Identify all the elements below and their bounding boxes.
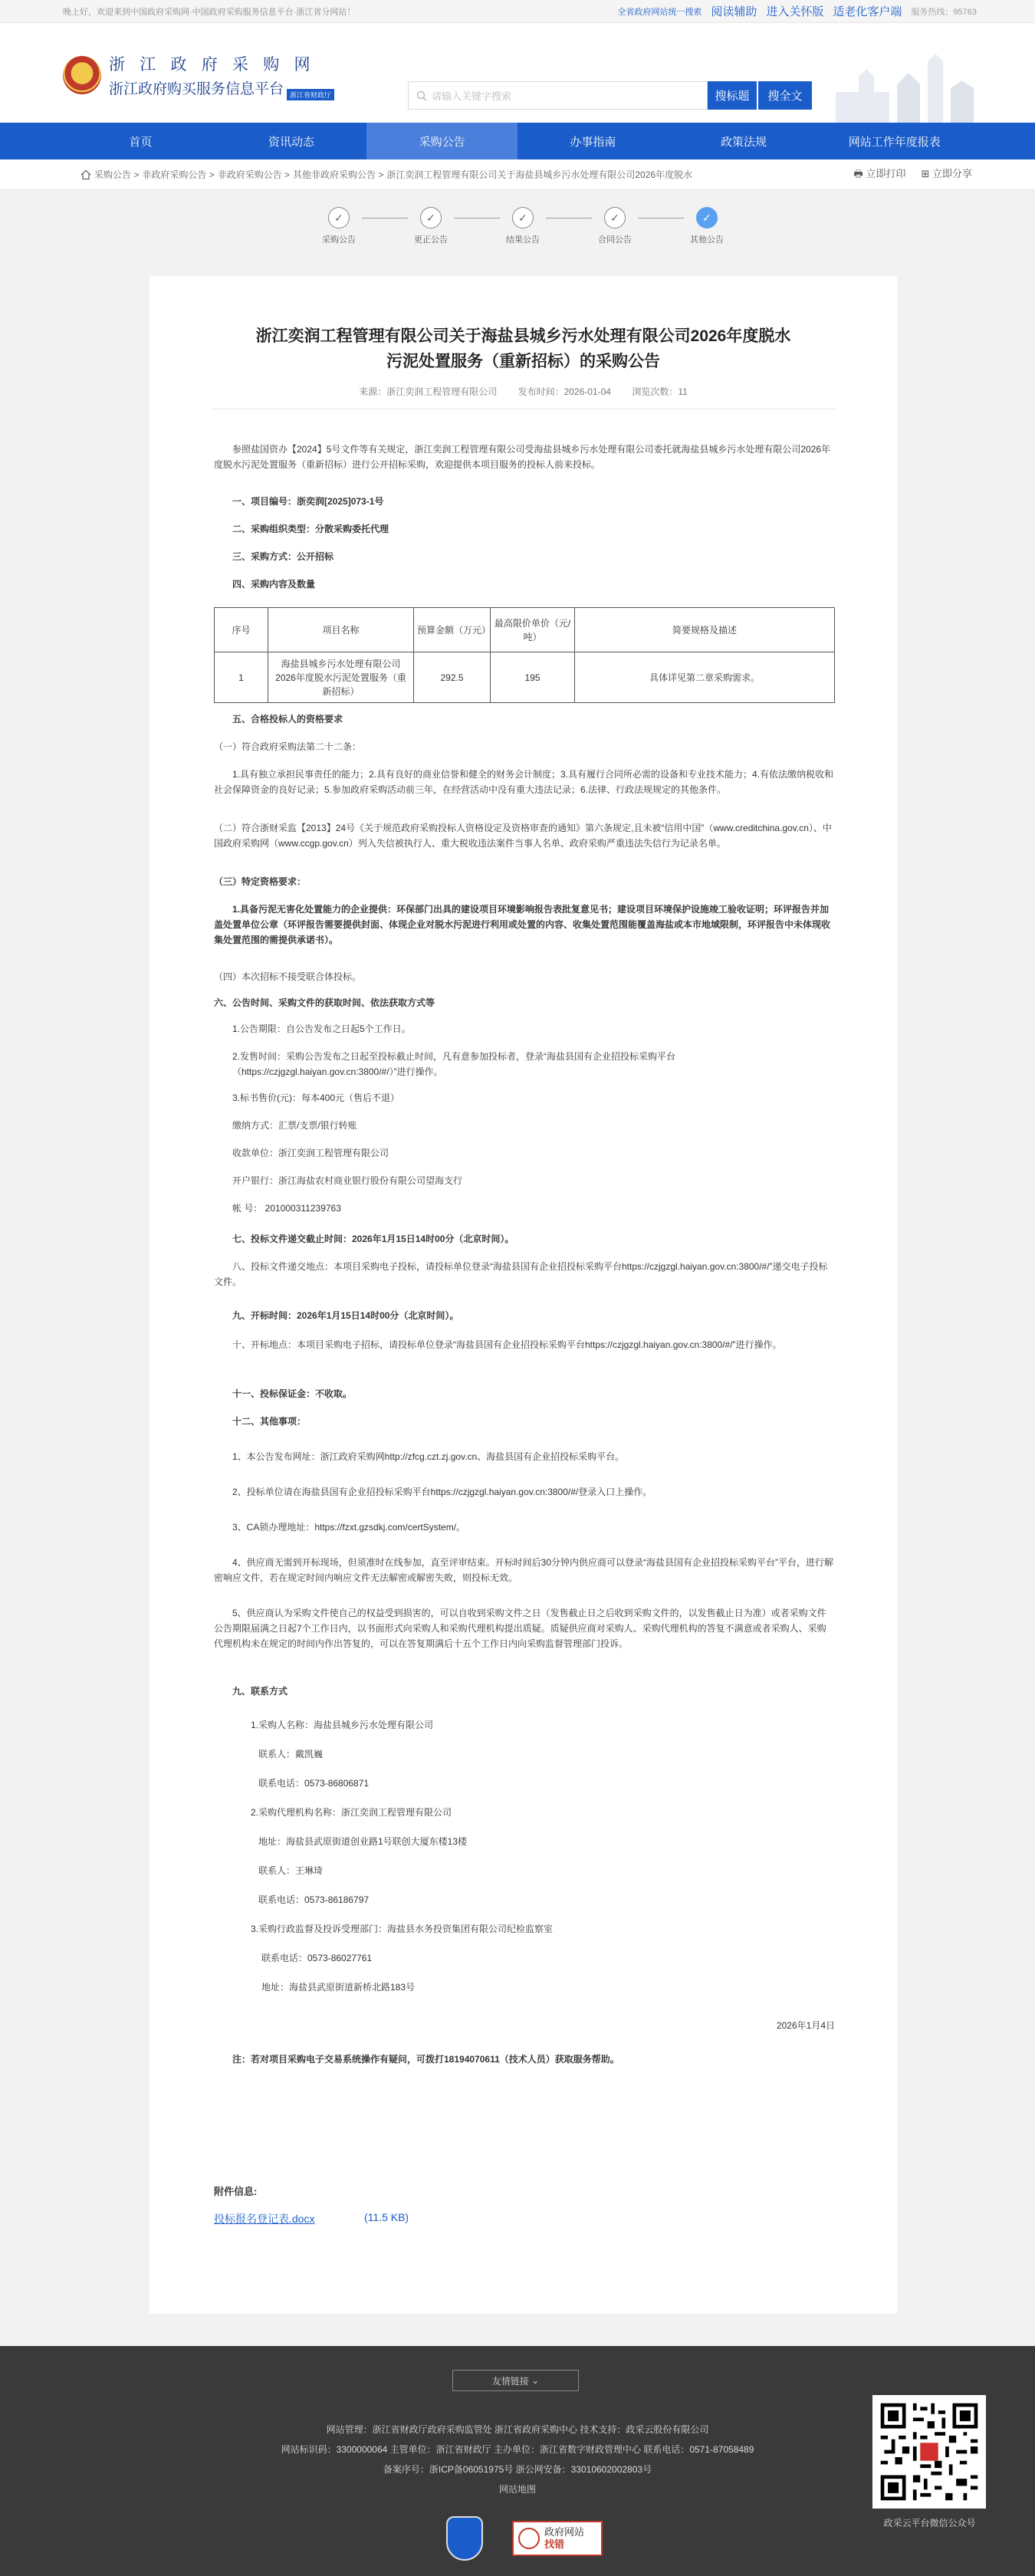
nav-guide[interactable]: 办事指南 — [570, 135, 616, 149]
contact-supervisor-address: 地址：海盐县武原街道新桥北路183号 — [261, 1982, 416, 1993]
gov-verify-badge-icon[interactable] — [446, 2516, 483, 2561]
article-title — [211, 324, 836, 374]
section-announcement: 六、公告时间、采购文件的获取时间、依法获取方式等 — [214, 997, 435, 1008]
other-3: 3、CA锁办理地址：https://fzxt.gzsdkj.com/certSystem/。 — [232, 1522, 466, 1533]
pay-way: 缴纳方式：汇票/支票/银行转账 — [232, 1120, 357, 1131]
nav-policy[interactable]: 政策法规 — [721, 135, 767, 149]
qualification-1-text: 1.具有独立承担民事责任的能力；2.具有良好的商业信誉和健全的财务会计制度；3.具有履行合同所必需的设备和专业技术能力；4.有依法缴纳税收和社会保障资金的良好记录；5.参加政府采购活动前三年，在经营活动中没有重大违法记录；6.法律、行政法规规定的其他条件。 — [214, 769, 834, 795]
attachment-size: (11.5 KB) — [364, 2211, 409, 2223]
top-strip — [0, 0, 1035, 23]
section-open-time: 九、开标时间：2026年1月15日14时00分（北京时间）。 — [232, 1310, 459, 1321]
article-views: 浏览次数：11 — [632, 386, 688, 397]
other-2: 2、投标单位请在海盐县国有企业招投标采购平台https://czjgzgl.haiyan.gov.cn:3800/#/登录入口上操作。 — [232, 1487, 652, 1497]
step-label: 更正公告 — [414, 235, 448, 245]
attachment-link[interactable]: 投标报名登记表.docx — [214, 2213, 315, 2225]
section-org-type: 二、采购组织类型：分散采购委托代理 — [232, 524, 389, 534]
table-cell: 292.5 — [414, 652, 491, 703]
dept-tag: 浙江省财政厅 — [287, 89, 334, 100]
site-logo[interactable] — [63, 52, 332, 99]
nav-news[interactable]: 资讯动态 — [268, 135, 315, 149]
procurement-table — [214, 607, 835, 703]
contact-supervisor-phone: 联系电话：0573-86027761 — [261, 1953, 373, 1963]
section-method: 三、采购方式：公开招标 — [232, 551, 334, 562]
breadcrumb-item[interactable]: 非政府采购公告 > — [142, 169, 215, 180]
step-procurement[interactable] — [308, 207, 370, 245]
bank: 开户银行：浙江海盐农村商业银行股份有限公司望海支行 — [232, 1175, 463, 1186]
contact-agency-phone: 联系电话：0573-86186797 — [258, 1894, 370, 1905]
sign-date: 2026年1月4日 — [776, 2020, 835, 2031]
title-line: 浙江奕润工程管理有限公司关于海盐县城乡污水处理有限公司2026年度脱水 — [255, 327, 791, 345]
share-icon: ⊞ — [921, 167, 930, 179]
step-label: 其他公告 — [690, 235, 724, 245]
step-label: 结果公告 — [506, 235, 540, 245]
announce-period: 1.公告期限：自公告发布之日起5个工作日。 — [232, 1024, 411, 1034]
nav-home[interactable]: 首页 — [129, 135, 153, 149]
share-label: 立即分享 — [932, 167, 972, 179]
search-placeholder: 请输入关键字搜索 — [432, 90, 512, 102]
site-footer — [0, 2346, 1035, 2576]
print-button[interactable] — [854, 166, 906, 184]
table-cell: 195 — [491, 652, 575, 703]
search-title-button[interactable]: 搜标题 — [708, 81, 757, 110]
qualification-2: （二）符合浙财采监【2013】24号《关于规范政府采购投标人资格设定及资格审查的通知》第六条规定,且未被“信用中国”（www.creditchina.gov.cn）、中国政府采购网（www.ccgp.gov.cn）列入失信被执行人、重大税收违法案件当事人名单、政府采购严重违法失信行为记录名单。 — [214, 823, 832, 849]
table-header: 最高限价单价（元/吨） — [491, 608, 575, 652]
search-icon — [416, 90, 427, 101]
check-icon: ✓ — [604, 207, 626, 228]
sale-time: 2.发售时间：采购公告发布之日起至投标截止时间，凡有意参加投标者，登录“海盐县国有企业招投标采购平台（https://czjgzgl.haiyan.gov.cn:3800/#/）”进行操作。 — [232, 1051, 676, 1077]
magnifier-icon — [518, 2528, 540, 2549]
table-header: 项目名称 — [268, 608, 414, 652]
welcome-text: 晚上好，欢迎来到中国政府采购网·中国政府采购服务信息平台·浙江省分网站！ — [63, 7, 356, 17]
badge-text: 找错 — [544, 2538, 565, 2550]
friend-links-label: 友情链接 — [491, 2375, 529, 2387]
elder-client-link[interactable]: 适老化客户端 — [833, 5, 902, 18]
badge-text: 政府网站 — [544, 2526, 585, 2538]
table-cell: 海盐县城乡污水处理有限公司2026年度脱水污泥处置服务（重新招标） — [268, 652, 414, 703]
search-input[interactable] — [408, 81, 708, 110]
print-label: 立即打印 — [866, 167, 906, 179]
table-header: 序号 — [215, 608, 268, 652]
article-card — [150, 276, 897, 2314]
article-meta — [150, 385, 897, 398]
breadcrumb-item[interactable]: 非政府采购公告 > — [217, 169, 291, 180]
payee: 收款单位：浙江奕润工程管理有限公司 — [232, 1148, 389, 1158]
contact-agency-address: 地址：海盐县武原街道创业路1号联创大厦东楼13楼 — [258, 1836, 468, 1847]
service-phone: 服务热线：95763 — [911, 7, 977, 17]
qualification-1: （一）符合政府采购法第二十二条： — [214, 741, 362, 752]
contact-buyer-person: 联系人：戴凯巍 — [258, 1749, 324, 1760]
help-note: 注：若对项目采购电子交易系统操作有疑问，可拨打18194070611（技术人员）获取服务帮助。 — [232, 2054, 619, 2065]
qualification-4: （四）本次招标不接受联合体投标。 — [214, 971, 362, 982]
printer-icon: 🖶 — [853, 167, 863, 179]
nav-annual-report[interactable]: 网站工作年度报表 — [848, 135, 941, 149]
check-icon: ✓ — [512, 207, 534, 228]
notice-steps — [0, 190, 1035, 290]
section-deadline: 七、投标文件递交截止时间：2026年1月15日14时00分（北京时间）。 — [232, 1234, 514, 1244]
breadcrumb-current: 浙江奕润工程管理有限公司关于海盐县城乡污水处理有限公司2026年度脱水 — [386, 169, 693, 180]
section-other: 十二、其他事项： — [232, 1416, 307, 1427]
table-header-row — [215, 608, 835, 652]
search-bar — [408, 81, 812, 110]
step-label: 采购公告 — [322, 235, 356, 245]
qr-code-icon — [872, 2395, 986, 2509]
qualification-3-text: 1.具备污泥无害化处置能力的企业提供：环保部门出具的建设项目环境影响报告表批复意见书；建设项目环境保护设施竣工验收证明；环评报告并加盖处置单位公章（环评报告需要提供封面、体现企业对脱水污泥进行利用或处置的内容、收集处置范围能覆盖海盐或本市地域限制，环评报告中未体现收集处置范围的需提供承诺书）。 — [214, 904, 831, 945]
care-mode-link[interactable]: 进入关怀版 — [766, 5, 824, 18]
step-other[interactable] — [676, 207, 738, 245]
gov-site-error-badge[interactable] — [512, 2521, 603, 2556]
step-result[interactable] — [492, 207, 554, 245]
home-icon[interactable] — [80, 169, 91, 180]
footer-line: 网站标识码：3300000064 主管单位：浙江省财政厅 主办单位：浙江省数字财政管理中心 联系电话：0571-87058489 — [281, 2444, 754, 2455]
section-submit-place: 八、投标文件递交地点：本项目采购电子投标，请投标单位登录“海盐县国有企业招投标采购平台https://czjgzgl.haiyan.gov.cn:3800/#/”递交电子投标文件。 — [214, 1261, 828, 1287]
read-aid-link[interactable]: 阅读辅助 — [711, 5, 757, 18]
qr-caption: 政采云平台微信公众号 — [883, 2518, 976, 2528]
share-button[interactable] — [921, 166, 972, 184]
skyline-decoration — [828, 46, 989, 123]
section-open-place: 十、开标地点：本项目采购电子招标，请投标单位登录“海盐县国有企业招投标采购平台https://czjgzgl.haiyan.gov.cn:3800/#/”进行操作。 — [232, 1339, 782, 1350]
breadcrumb-item[interactable]: 采购公告 > — [94, 169, 140, 180]
doc-price: 3.标书售价(元)：每本400元（售后不退） — [232, 1092, 400, 1103]
check-icon: ✓ — [696, 207, 718, 228]
nav-procurement-notice[interactable]: 采购公告 — [366, 123, 518, 159]
other-1: 1、本公告发布网址：浙江政府采购网http://zfcg.czt.zj.gov.cn、海盐县国有企业招投标采购平台。 — [232, 1451, 625, 1462]
section-project-no: 一、项目编号：浙奕润[2025]073-1号 — [232, 496, 384, 507]
chevron-down-icon: ⌄ — [531, 2375, 540, 2386]
other-5: 5、供应商认为采购文件使自己的权益受到损害的，可以自收到采购文件之日（发售截止日之后收到采购文件的，以发售截止日为准）或者采购文件公告期限届满之日起7个工作日内，以书面形式向采购人和采购代理机构提出质疑。质疑供应商对采购人、采购代理机构的答复不满意或者采购人、采购代理机构未在规定的时间内作出答复的，可以在答复期满后十五个工作日内向采购监督管理部门投诉。 — [214, 1608, 826, 1649]
site-subtitle: 浙江政府购买服务信息平台 — [109, 81, 284, 97]
search-fulltext-button[interactable]: 搜全文 — [758, 81, 812, 110]
contact-agency-person: 联系人：王琳琦 — [258, 1865, 324, 1876]
table-header: 预算金额（万元） — [414, 608, 491, 652]
article-source: 来源：浙江奕润工程管理有限公司 — [359, 386, 498, 397]
breadcrumb-item[interactable]: 其他非政府采购公告 > — [293, 169, 384, 180]
check-icon: ✓ — [420, 207, 442, 228]
table-cell: 具体详见第二章采购需求。 — [575, 652, 835, 703]
footer-line: 备案序号：浙ICP备06051975号 浙公网安备：33010602002803号 — [383, 2464, 652, 2475]
table-cell: 1 — [215, 652, 268, 703]
main-nav — [0, 123, 1035, 159]
attachment-label: 附件信息: — [214, 2186, 258, 2197]
gov-search-link[interactable]: 全省政府网站统一搜索 — [617, 7, 702, 17]
section-qualification: 五、合格投标人的资格要求 — [232, 714, 343, 724]
account: 帐 号： 201000311239763 — [232, 1203, 341, 1214]
contact-buyer: 1.采购人名称：海盐县城乡污水处理有限公司 — [251, 1720, 434, 1730]
intro-paragraph: 参照盐国资办【2024】5号文件等有关规定，浙江奕润工程管理有限公司受海盐县城乡污水处理有限公司委托就海盐县城乡污水处理有限公司2026年度脱水污泥处置服务（重新招标）进行公开招标采购，欢迎提供本项目服务的投标人前来投标。 — [214, 444, 831, 470]
site-title: 浙 江 政 府 采 购 网 — [109, 55, 316, 74]
step-correction[interactable] — [400, 207, 462, 245]
national-emblem-icon — [63, 56, 101, 94]
section-content: 四、采购内容及数量 — [232, 579, 316, 590]
step-label: 合同公告 — [598, 235, 632, 245]
article-date: 发布时间：2026-01-04 — [518, 386, 611, 397]
section-deposit: 十一、投标保证金：不收取。 — [232, 1388, 353, 1399]
contact-agency: 2.采购代理机构名称：浙江奕润工程管理有限公司 — [251, 1807, 452, 1818]
qualification-3: （三）特定资格要求： — [214, 876, 307, 887]
step-contract[interactable] — [584, 207, 646, 245]
breadcrumb-bar — [0, 159, 1035, 190]
friend-links-dropdown[interactable] — [452, 2370, 579, 2391]
other-4: 4、供应商无需到开标现场，但须准时在线参加，直至评审结束。开标时间后30分钟内供应商可以登录“海盐县国有企业招投标采购平台”平台，进行解密响应文件，若在规定时间内响应文件无法解密或解密失败，则投标无效。 — [214, 1557, 834, 1583]
contact-supervisor: 3.采购行政监督及投诉受理部门：海盐县水务投资集团有限公司纪检监察室 — [251, 1924, 554, 1934]
table-row — [215, 652, 835, 703]
site-header — [0, 23, 1035, 123]
title-line: 污泥处置服务（重新招标）的采购公告 — [386, 353, 660, 370]
breadcrumb — [80, 168, 809, 181]
sitemap-link[interactable]: 网站地图 — [498, 2484, 536, 2495]
check-icon: ✓ — [328, 207, 350, 228]
section-contact: 九、联系方式 — [232, 1686, 288, 1697]
footer-line: 网站管理：浙江省财政厅政府采购监管处 浙江省政府采购中心 技术支持：政采云股份有限公司 — [326, 2424, 709, 2435]
contact-buyer-phone: 联系电话：0573-86806871 — [258, 1778, 370, 1789]
table-header: 简要规格及描述 — [575, 608, 835, 652]
